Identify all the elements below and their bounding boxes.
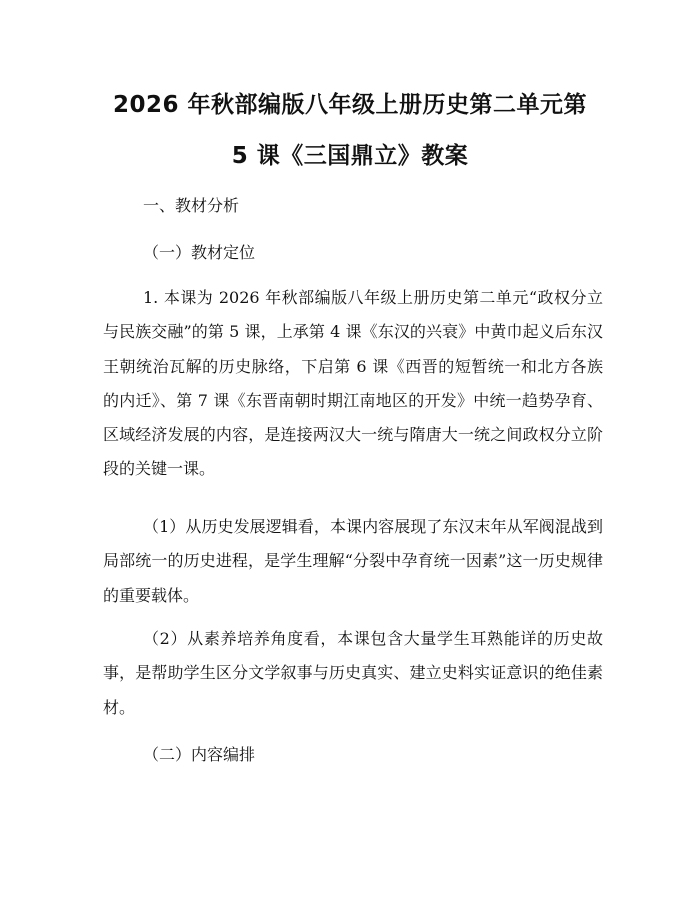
section-heading-textbook-analysis: 一、教材分析	[143, 196, 240, 215]
paragraph-historical-logic: （1）从历史发展逻辑看，本课内容展现了东汉末年从军阀混战到局部统一的历史进程，是学生理解“分裂中孕育统一因素”这一历史规律的重要载体。	[103, 517, 603, 605]
document-title-line-2: 5 课《三国鼎立》教案	[231, 143, 469, 169]
paragraph-literacy-cultivation: （2）从素养培养角度看，本课包含大量学生耳熟能详的历史故事，是帮助学生区分文学叙事与历史真实、建立史料实证意识的绝佳素材。	[103, 629, 603, 717]
subsection-heading-content-arrangement: （二）内容编排	[143, 745, 256, 764]
subsection-heading-positioning: （一）教材定位	[143, 243, 256, 262]
document-title-line-1: 2026 年秋部编版八年级上册历史第二单元第	[112, 92, 588, 118]
paragraph-lesson-positioning: 1. 本课为 2026 年秋部编版八年级上册历史第二单元“政权分立与民族交融”的第 5 课，上承第 4 课《东汉的兴衰》中黄巾起义后东汉王朝统治瓦解的历史脉络，下启第 6 课《西晋的短暂统一和北方各族的内迁》、第 7 课《东晋南朝时期江南地区的开发》中统一趋势孕育、区域经济发展的内容，是连接两汉大一统与隋唐大一统之间政权分立阶段的关键一课。	[103, 288, 603, 479]
